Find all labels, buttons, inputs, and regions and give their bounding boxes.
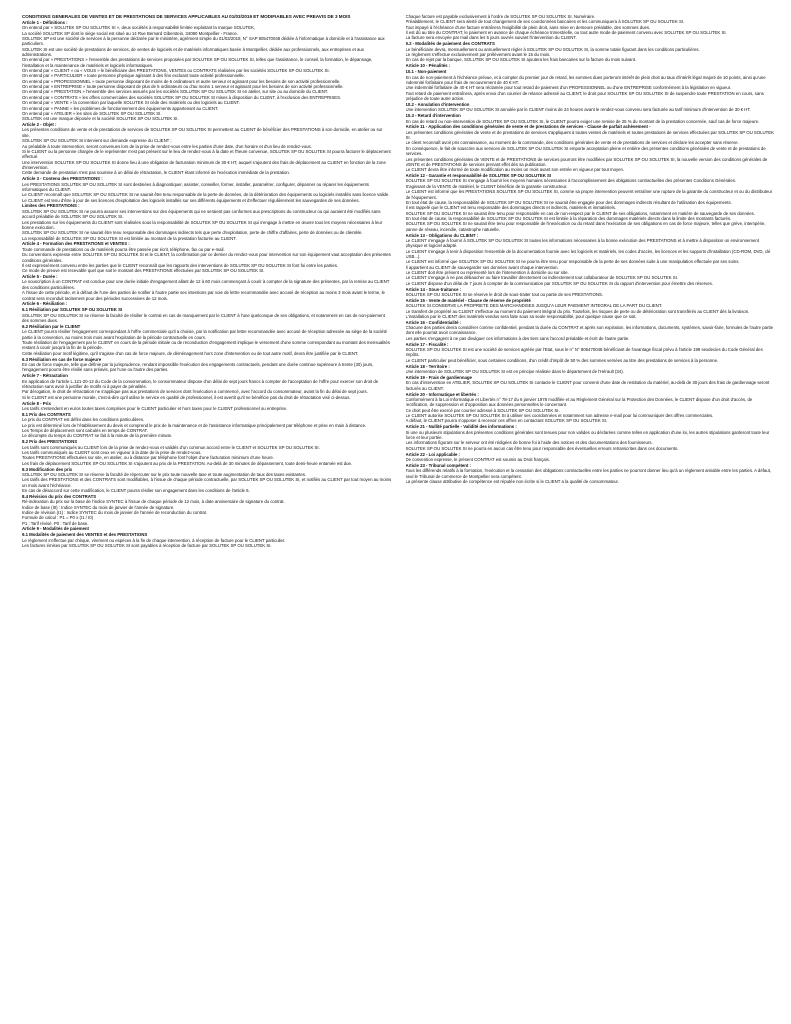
section-heading: Article 21 - Nullité partielle - Validité des informations :	[405, 424, 517, 430]
left-column	[22, 14, 392, 1014]
paragraph: Il est expressément convenu entre les parties que le CLIENT reconnaît que les rapports des interventions de SOLUTEK SP OU SOLUTEK SI font foi entre les parties.	[22, 262, 339, 268]
paragraph: Les factures émises par SOLUTEK SP OU SOLUTEK SI sont payables à réception de facture par SOLUTEK SP OU SOLUTEK SI.	[22, 543, 272, 549]
paragraph: Il est dû au titre du CONTRAT, le paiement en avance de chaque échéance trimestrielle, ou tout autre mode de paiement convenu avec SOLUTEK SP OU SOLUTEK SI.	[405, 30, 727, 36]
paragraph: Le CLIENT est informé que SOLUTEK SP OU SOLUTEK SI ne pourra être tenu pour responsable de la perte de ses données suite à une manipulation effectuée par ses soins.	[405, 259, 740, 265]
paragraph: On entend par « PRESTATION » l'ensemble des services assurés par les sociétés SOLUTEK SP OU SOLUTEK SI en atelier, sur site ou au domicile du CLIENT.	[22, 89, 329, 95]
paragraph: SOLUTEK SP OU SOLUTEK SI s'engage à fournir les moyens humains nécessaires à l'accomplissement des obligations contractuelles des présentes Conditions Générales.	[405, 178, 737, 184]
paragraph: Le CLIENT autorise SOLUTEK SP OU SOLUTEK SI à utiliser ses coordonnées et notamment son adresse e-mail pour lui communiquer des offres commerciales.	[405, 413, 714, 418]
paragraph: Les tarifs communiqués au CLIENT sont ceux en vigueur à la date de la prise de rendez-vous.	[22, 449, 202, 455]
section-heading: 8.2 Prix des PRESTATIONS	[22, 439, 78, 445]
section-heading: Article 4 - Formation des PRESTATIONS et VENTES :	[22, 241, 130, 247]
paragraph: En tout état de cause, la responsabilité de SOLUTEK SP OU SOLUTEK SI ne saurait être engagée pour des dommages indirects résultant de l'utilisation des équipements.	[405, 199, 732, 205]
paragraph: Toute résiliation de l'engagement par le CLIENT en cours de la période initiale ou de reconduction d'engagement implique le versement d'une somme correspondant au montant des mensualités restant à courir jusqu'à la fin de la période.	[22, 340, 390, 351]
section-heading: Article 13 - Obligations du CLIENT :	[405, 232, 479, 238]
paragraph: Le décompte du temps du CONTRAT se fait à la minute de la première minute.	[22, 433, 173, 439]
section-heading: 6.2 Résiliation par le CLIENT	[22, 324, 81, 329]
paragraph: Le transfert de propriété au CLIENT s'effectue au moment du paiement intégral du prix. Toutefois, les risques de perte ou de détérioration sont transférés au CLIENT dès la livraison.	[405, 308, 750, 314]
paragraph: Les PRESTATIONS SOLUTEK SP OU SOLUTEK SI sont destinées à diagnostiquer, assister, conseiller, former, installer, paramétrer, configurer, dépanner ou réparer les équipements informatiques du CLIENT.	[22, 181, 369, 192]
paragraph: Une intervention de SOLUTEK SP OU SOLUTEK SI est en principe réalisée dans le département de l'Hérault (34).	[405, 369, 624, 375]
section-heading: 10.3 - Retard d'intervention	[405, 113, 461, 119]
paragraph: Le règlement s'effectue par chèque, virement ou espèces à la fin de chaque intervention, à réception de facture pour le CLIENT particulier.	[22, 537, 286, 543]
document-title: CONDITIONS GENERALES DE VENTES ET DE PRESTATIONS DE SERVICES APPLICABLES AU 01/03/2019 ET MODIFIABLES AVEC PREAVIS DE 3 MOIS	[22, 14, 351, 19]
paragraph: En application de l'article L.121-20-12 du Code de la consommation, le consommateur dispose d'un délai de sept jours francs à compter de l'acceptation de l'offre pour exercer son droit de rétractation sans avoir à justifier de motifs ni à payer de pénalités.	[22, 378, 379, 389]
paragraph: Le CLIENT devra être informé de toute modification au moins un mois avant son entrée en vigueur par tout moyen.	[405, 167, 625, 173]
paragraph: En cas de retard ou non-intervention de SOLUTEK SP OU SOLUTEK SI, le CLIENT pourra exiger une remise de 25 % du montant de la prestation concernée, sauf cas de force majeure.	[405, 118, 760, 124]
paragraph: On entend par « ENTREPRISE » toute personne disposant de plus de 5 ordinateurs ou d'au moins 1 serveur et agissant pour les besoins de son activité professionnelle.	[22, 84, 344, 90]
paragraph: Les prestations sur les équipements du CLIENT sont réalisées sous la responsabilité de SOLUTEK SP OU SOLUTEK SI qui s'engage à mettre en œuvre tous les moyens nécessaires à leur bonne exécution.	[22, 219, 383, 230]
paragraph: On entend par « PRESTATIONS » l'ensemble des prestations de services proposées par SOLUTEK SP OU SOLUTEK SI, telles que l'assistance, le conseil, la formation, le dépannage, l'installation et la maintenance de matériels et logiciels informatiques.	[22, 57, 373, 68]
paragraph: Le CLIENT pourra résilier l'engagement correspondant à l'offre commerciale qu'il a choisie, par la notification par lettre recommandée avec accusé de réception adressée au siège de la société partie à la convention, au moins trois mois avant l'expiration de la période contractuelle en cours.	[22, 329, 388, 340]
paragraph: Une indemnité forfaitaire de 40 € HT sera réclamée pour tout retard de paiement d'un PROFESSIONNEL ou d'une ENTREPRISE conformément à la législation en vigueur.	[405, 85, 732, 91]
paragraph: Le CLIENT doit être présent ou représenté lors de l'intervention à domicile ou sur site.	[405, 269, 569, 275]
section-heading: 8.3 Modification des prix	[22, 466, 73, 472]
paragraph: Ce droit peut être exercé par courrier adressé à SOLUTEK SP OU SOLUTEK SI.	[405, 407, 560, 413]
section-heading: Article 8 - Prix	[22, 400, 51, 406]
paragraph: On entend par « PROFESSIONNEL » toute personne disposant de moins de 6 ordinateurs et autre serveur et agissant pour les besoins de son activité professionnelle.	[22, 78, 341, 84]
section-heading: Article 14 - Sous-traitance :	[405, 286, 462, 292]
paragraph: En cas de rejet par la banque, SOLUTEK SP OU SOLUTEK SI ajoutera les frais bancaires sur la facture du mois suivant.	[405, 57, 637, 63]
section-heading: Article 6 - Résiliation :	[22, 301, 68, 307]
paragraph: SOLUTEK SP OU SOLUTEK SI ne saurait être tenu responsable des dommages indirects tels que perte d'exploitation, perte de chiffre d'affaires, perte de données ou de clientèle.	[22, 230, 363, 236]
paragraph: L'installation par le CLIENT des matériels vendus sera faite sous sa seule responsabilité, pour quelque cause que ce soit.	[405, 313, 637, 319]
section-heading: Article 9 - Modalités de paiement	[22, 526, 89, 532]
paragraph: Les tarifs sont communiqués au CLIENT lors de la prise de rendez-vous et validés d'un commun accord entre le CLIENT et SOLUTEK SP OU SOLUTEK SI.	[22, 444, 320, 450]
paragraph: En cas d'intervention en ATELIER, SOLUTEK SP OU SOLUTEK SI contacte le CLIENT pour convenir d'une date de restitution du matériel, au-delà de 30 jours des frais de gardiennage seront facturés au CLIENT.	[405, 380, 770, 391]
section-heading: 6.1 Résiliation par SOLUTEK SP OU SOLUTEK SI	[22, 307, 123, 313]
paragraph: Les frais de déplacement SOLUTEK SP OU SOLUTEK SI s'ajoutent au prix de la PRESTATION. Au-delà de 30 minutes de dépassement, toute demi-heure entamée est due.	[22, 460, 353, 466]
paragraph: Tout impayé à l'échéance d'une facture entraînera l'exigibilité de plein droit, sans mise en demeure préalable, des sommes dues.	[405, 24, 651, 30]
section-heading: Article 10 - Pénalités :	[405, 63, 451, 69]
paragraph: Le CLIENT est informé que les PRESTATIONS SOLUTEK SP OU SOLUTEK SI, comme sa propre intervention peuvent entraîner une rupture de la garantie du constructeur et ou du distributeur de l'équipement.	[405, 189, 773, 200]
paragraph: Conformément à la Loi Informatique et Libertés n° 78-17 du 6 janvier 1978 modifiée et au Règlement Général sur la Protection des Données, le CLIENT dispose d'un droit d'accès, de rectification, de suppression et d'opposition aux données personnelles le concernant.	[405, 396, 753, 408]
section-heading: 9.1 Modalités de paiement des VENTES et des PRESTATIONS	[22, 532, 148, 538]
section-heading: Article 20 - Informatique et libertés :	[405, 391, 479, 397]
paragraph: SOLUTEK SP OU SOLUTEK SI se réserve le droit de sous-traiter tout ou partie de ses PRESTATIONS.	[405, 291, 604, 297]
paragraph: A l'issue de cette période, et à défaut de l'une des parties de notifier à l'autre partie ses intentions par voie de lettre recommandée avec accusé de réception au moins 3 mois avant le terme, le contrat sera reconduit tacitement pour des périodes successives de 12 mois.	[22, 290, 385, 301]
paragraph: P1 : Tarif révisé. P0 : Tarif de base.	[22, 520, 89, 526]
section-heading: Article 16 - Confidentialité :	[405, 319, 462, 325]
paragraph: Le bénéficiaire devra, mensuellement ou annuellement régler à SOLUTEK SP OU SOLUTEK SI, la somme totale figurant dans les conditions particulières.	[405, 46, 700, 52]
paragraph: SOLUTEK SP est une société de services à la personne déclarée par le ministère, agrément simple du 01/03/2019, N° SAP 805470048 dédiée à l'informatique à domicile et à l'assistance aux particuliers.	[22, 36, 385, 47]
paragraph: Tous les différends relatifs à la formation, l'exécution et la cessation des obligations contractuelles entre les parties ne pourront donner lieu qu'à un règlement amiable entre les parties. A défaut, seul le Tribunal de commerce de Montpellier sera compétent.	[405, 468, 772, 479]
paragraph: Le souscription à un CONTRAT est conclue pour une durée initiale d'engagement allant de 12 à 60 mois commençant à courir à compter de la signature des présentes, par la remise au CLIENT des conditions particulières.	[22, 279, 390, 290]
section-heading: Article 19 - Frais de gardiennage	[405, 375, 472, 380]
section-heading: Article 11 - Application des conditions générales de vente et de prestations de services - Clause de parfait achèvement -	[405, 124, 651, 130]
paragraph: On entend par « PANNE » les problèmes de fonctionnement des équipements appartenant au CLIENT.	[22, 105, 219, 111]
paragraph: Le CLIENT dispose d'un délai de 7 jours à compter de la communication par SOLUTEK SP OU SOLUTEK SI du rapport d'intervention pour émettre des réserves.	[405, 280, 714, 286]
paragraph: Il appartient au CLIENT de sauvegarder ses données avant chaque intervention.	[405, 264, 559, 270]
paragraph: Les tarifs des PRESTATIONS et des CONTRATS sont modifiables, à l'issue de chaque période contractuelle, par SOLUTEK SP OU SOLUTEK SI, et notifiés au CLIENT par tout moyen au moins un mois avant l'échéance.	[22, 477, 392, 488]
paragraph: Le règlement s'effectue exclusivement par prélèvement avant le 15 du mois.	[405, 52, 551, 57]
paragraph: Si une ou plusieurs stipulations des présentes conditions générales sont tenues pour non valides ou déclarées comme telles en application d'une loi, les autres stipulations garderont toute leur force et leur portée.	[405, 429, 770, 440]
section-heading: 6.3 Résiliation en cas de force majeure	[22, 356, 102, 362]
paragraph: SOLUTEK SI est une société de prestations de services, de ventes de logiciels et de matériels informatiques basée à Montpellier, dédiée aux professionnels, aux entreprises et aux administrations.	[22, 46, 364, 58]
section-heading: Article 5 - Durée :	[22, 274, 58, 280]
paragraph: Au préalable à toute intervention, seront convenues lors de la prise de rendez-vous entre les parties d'une date, d'un horaire et d'un lieu de rendez-vous.	[22, 143, 312, 149]
paragraph: SOLUTEK SP OU SOLUTEK SI se réserve la faculté de répercuter sur le prix toute nouvelle taxe et toute augmentation de taux des taxes existantes.	[22, 471, 307, 477]
paragraph: SOLUTEK SP OU SOLUTEK SI ne pourra en aucun cas être tenu pour responsable des éventuelles erreurs retranscrites dans ces documents.	[405, 445, 679, 451]
paragraph: Le prix est déterminé lors de l'établissement du devis et comprend le prix de la maintenance et de l'assistance informatique principalement par téléphone et prise en main à distance.	[22, 422, 367, 428]
paragraph: SOLUTEK SP OU SOLUTEK SI intervient sur demande expresse du CLIENT ;	[22, 138, 172, 144]
paragraph: Les présentes conditions de vente et de prestations de services de SOLUTEK SP OU SOLUTEK SI permettent au CLIENT de bénéficier des PRESTATIONS à son domicile, en atelier ou sur site.	[22, 127, 383, 138]
paragraph: En tout état de cause, la responsabilité de SOLUTEK SP OU SOLUTEK SI est limitée à la réparation des dommages matériels directs dans la limite des montants facturés.	[405, 215, 732, 221]
section-heading: Article 23 - Tribunal compétent :	[405, 462, 471, 468]
section-heading: Article 2 - Objet :	[22, 122, 57, 128]
paragraph: Indice de base (I0) : Indice SYNTEC du mois de janvier de l'année de signature.	[22, 504, 175, 510]
paragraph: Toute commande de prestations ou de matériels pourra être passée par écrit, téléphone, fax ou par e-mail.	[22, 246, 225, 252]
paragraph: La présente clause attributive de compétence est réputée non écrite si le CLIENT a la qualité de consommateur.	[405, 478, 619, 484]
paragraph: Cette demande de prestation n'est pas soumise à un délai de rétractation, le CLIENT étant informé de l'exécution immédiate de la prestation.	[22, 170, 291, 176]
paragraph: SOLUTEK est une marque déposée et la société SOLUTEK SP OU SOLUTEK SI.	[22, 116, 179, 122]
section-heading: 9.2 - Modalités de paiement des CONTRATS	[405, 41, 495, 47]
left-column-body	[22, 20, 392, 548]
paragraph: Toutes PRESTATIONS effectuées sur site, en atelier, ou à distance par téléphone font l'objet d'une facturation minimum d'une heure.	[22, 455, 274, 461]
paragraph: Les présentes conditions générales de VENTE et de PRESTATIONS de services pourront être modifiées par SOLUTEK SP OU SOLUTEK SI, la nouvelle version des conditions générales de VENTE et de PRESTATIONS de services prenant effet dès sa publication.	[405, 156, 768, 167]
section-heading: Limites des PRESTATIONS :	[22, 203, 80, 209]
section-heading: Article 3 - Contenu des PRESTATIONS :	[22, 176, 103, 182]
paragraph: Ré-indexation du prix sur la base de l'indice SYNTEC à l'issue de chaque période de 12 mois, à date anniversaire de signature du contrat.	[22, 499, 285, 505]
paragraph: De convention expresse, le présent CONTRAT est soumis au Droit français.	[405, 456, 550, 462]
paragraph: Les informations figurant sur le serveur ont été rédigées de bonne foi à l'aide des notices et des documentations des fournisseurs.	[405, 440, 653, 446]
section-heading: 10.2 - Annulation d'intervention	[405, 101, 470, 107]
paragraph: SOLUTEK SP OU SOLUTEK SI ne pourra assurer ses interventions sur des équipements qui ne seraient pas conformes aux prescriptions du constructeur ou qui auraient été modifiés sans accord préalable de SOLUTEK SP OU SOLUTEK SI.	[22, 208, 381, 220]
paragraph: Préalablement, le CLIENT sera alerté de tout changement de ses coordonnées bancaires et les communiquera à SOLUTEK SP OU SOLUTEK SI.	[405, 19, 685, 25]
paragraph: Tout retard de paiement entraînera, après envoi d'un courrier de relance adressé au CLIENT, le droit pour SOLUTEK SP OU SOLUTEK SI de suspendre toute PRESTATION en cours, sans préjudice de toute autre action.	[405, 90, 764, 101]
right-column-body	[406, 14, 776, 484]
paragraph: On entend par « CLIENT » ou « VOUS » le bénéficiaire des PRESTATIONS, VENTES ou CONTRATS réalisées par les sociétés SOLUTEK SP OU SOLUTEK SI.	[22, 68, 330, 74]
paragraph: Le CLIENT s'engage à tenir à disposition l'ensemble de la documentation fournie avec les logiciels et matériels, les codes d'accès, les licences et les supports d'installation (CD-ROM, DVD, clé USB...).	[405, 248, 771, 259]
paragraph: Du conventions expresse entre SOLUTEK SP OU SOLUTEK SI et le CLIENT, la confirmation par ce dernier du rendez-vous pour intervention sur son équipement vaut acceptation des présentes conditions générales.	[22, 252, 391, 263]
section-heading: Article 17 - Fiscalité :	[405, 341, 449, 347]
paragraph: Les parties s'engagent à ne pas divulguer ces informations à des tiers sans l'accord préalable et écrit de l'autre partie.	[405, 335, 630, 341]
paragraph: Il est rappelé que le CLIENT est tenu responsable des dommages directs et indirects, matériels et immatériels.	[405, 205, 616, 211]
paragraph: Les tarifs s'entendent en euros toutes taxes comprises pour le CLIENT particulier et hors taxes pour le CLIENT professionnel ou entreprise.	[22, 405, 288, 411]
paragraph: A défaut, le CLIENT pourra s'opposer à recevoir ces offres en contactant SOLUTEK SP OU SOLUTEK SI.	[405, 418, 608, 424]
paragraph: Le CLIENT s'engage à ne pas débaucher ou faire travailler directement ou indirectement tout collaborateur de SOLUTEK SP OU SOLUTEK SI.	[405, 275, 679, 281]
section-heading: 10.1 - Non-paiement	[405, 69, 447, 75]
paragraph: Si le CLIENT ou la personne chargée de le représenter n'est pas présent sur le lieu de rendez-vous à la date et l'heure convenue, SOLUTEK SP OU SOLUTEK SI pourra facturer le déplacement effectué.	[22, 148, 391, 160]
right-column	[406, 14, 776, 1014]
paragraph: Le CLIENT est tenu d'être à jour de ses licences d'exploitation des logiciels installés sur ses différents équipements et d'effectuer régulièrement les sauvegardes de ses données.	[22, 197, 360, 203]
paragraph: On entend par « ATELIER » les sites de SOLUTEK SP OU SOLUTEK SI.	[22, 110, 162, 116]
section-heading: Article 22 - Loi applicable :	[405, 451, 460, 457]
paragraph: Les présentes conditions générales de vente et de prestations de services s'appliquent à toutes ventes de matériels et toutes prestations de services effectuées par SOLUTEK SP OU SOLUTEK SI.	[405, 129, 775, 141]
paragraph: Le CLIENT s'engage à fournir à SOLUTEK SP OU SOLUTEK SI toutes les informations nécessaires à la bonne exécution des PRESTATIONS et à mettre à disposition un environnement physique et logiciel adapté.	[405, 237, 759, 249]
paragraph: En cas de désaccord sur cette modification, le CLIENT pourra résilier son engagement dans les conditions de l'article 6.	[22, 487, 250, 493]
paragraph: Chacune des parties devra considérer comme confidentiel, pendant la durée du CONTRAT et après son expiration, les informations, documents, systèmes, savoir-faire, formules de l'autre partie dont elle pourrait avoir connaissance.	[405, 325, 773, 336]
paragraph: Ce mode de preuve est recevable quel que soit le montant des PRESTATIONS effectuées par SOLUTEK SP OU SOLUTEK SI.	[22, 268, 265, 274]
section-heading: Article 15 - Vente de matériel - Clause de réserve de propriété	[405, 297, 531, 303]
paragraph: Une intervention SOLUTEK SP OU SOLUTEK SI annulée par le CLIENT moins de 24 heures avant le rendez-vous convenu sera facturée au tarif minimum d'intervention de 30 € HT.	[405, 107, 751, 113]
section-heading: 8.4 Révision du prix des CONTRATS	[22, 493, 97, 499]
paragraph: En cas de non-paiement à l'échéance prévue, et à compter du premier jour de retard, les sommes dues porteront intérêt de plein droit au taux d'intérêt légal majoré de 10 points, ainsi qu'une indemnité forfaitaire pour frais de recouvrement de 40 € HT.	[405, 74, 766, 85]
paragraph: SOLUTEK SI CONSERVE LA PROPRIETE DES MARCHANDISES JUSQU'A LEUR PAIEMENT INTEGRAL DE LA PART DU CLIENT.	[405, 303, 663, 309]
paragraph: Par dérogation, le droit de rétractation ne s'applique pas aux prestations de services dont l'exécution a commencé, avec l'accord du consommateur, avant la fin du délai de sept jours.	[22, 389, 368, 395]
paragraph: Cette résiliation pour motif légitime, qu'il s'agisse d'un cas de force majeure, de déménagement hors zone d'intervention ou de tout autre motif, devra être justifiée par le CLIENT.	[22, 350, 359, 356]
section-heading: Article 1 - Définitions :	[22, 20, 68, 25]
paragraph: Indice de révision (I1) : Indice SYNTEC du mois de janvier de l'année de reconduction du contrat.	[22, 509, 208, 515]
paragraph: Le prix du CONTRAT est défini dans les conditions particulières.	[22, 417, 145, 423]
paragraph: On entend par « VENTE » la convention par laquelle SOLUTEK SI cède des matériels ou des logiciels au CLIENT.	[22, 100, 240, 106]
paragraph: Le client reconnaît avoir pris connaissance, au moment de la commande, des conditions générales de vente et de prestations de services et déclare les accepter sans réserve.	[405, 140, 739, 146]
paragraph: SOLUTEK SP OU SOLUTEK SI se réserve la faculté de résilier le contrat en cas de manquement par le CLIENT à l'une quelconque de ses obligations, et notamment en cas de non-paiement des sommes dues.	[22, 312, 385, 324]
section-heading: Article 7 - Rétractation	[22, 373, 68, 379]
paragraph: Si le CLIENT est une personne morale, c'est-à-dire qu'il utilise le service en qualité de professionnel, il est avertit qu'il ne bénéficie pas du droit de rétractation visé ci-dessus.	[22, 394, 351, 400]
section-heading: Article 12 - Garantie et responsabilité de SOLUTEK SP OU SOLUTEK SI	[405, 173, 552, 179]
paragraph: La responsabilité de SOLUTEK SP OU SOLUTEK SI est limitée au montant de la prestation facturée au CLIENT.	[22, 235, 237, 241]
paragraph: SOLUTEK SP OU SOLUTEK SI ne saurait être tenu pour responsable en cas de non-respect par le CLIENT de ses obligations, notamment en matière de sauvegarde de ses données.	[405, 210, 755, 216]
paragraph: Le CLIENT reconnaît que SOLUTEK SP OU SOLUTEK SI ne saurait être tenu responsable de la perte de données, de la détérioration des équipements ou logiciels installés sans licence valide.	[22, 192, 390, 198]
paragraph: La facture sera envoyée par mail dans les 5 jours ouvrés suivant l'intervention du CLIENT.	[405, 35, 577, 41]
paragraph: Chaque facture est payable exclusivement à l'ordre de SOLUTEK SP OU SOLUTEK SI. Numéraire.	[405, 14, 596, 19]
paragraph: En conséquence, le fait de souscrire aux services de SOLUTEK SP OU SOLUTEK SI emporte acceptation pleine et entière des présentes conditions générales de vente et de prestations de services.	[405, 145, 766, 157]
paragraph: Formule de calcul : P1 = P0 x (I1 / I0)	[22, 515, 94, 521]
paragraph: On entend par « PARTICULIER » toute personne physique agissant à des fins excluant toute activité professionnelle.	[22, 73, 245, 79]
paragraph: Les Temps de déplacement sont calculés en temps de CONTRAT.	[22, 427, 148, 433]
section-heading: 8.1 Prix des CONTRATS	[22, 411, 71, 417]
paragraph: Le CLIENT particulier peut bénéficier, sous certaines conditions, d'un crédit d'impôt de 50 % des sommes versées au titre des prestations de services à la personne.	[405, 357, 719, 363]
paragraph: La société SOLUTEK SP dont le siège social est situé au 14 Rue Bernard Giberstein, 34090 Montpellier - France.	[22, 30, 238, 36]
paragraph: On entend par « SOLUTEK SP OU SOLUTEK SI », deux sociétés à responsabilité limitée exploitant la marque SOLUTEK,	[22, 25, 256, 31]
paragraph: Une intervention SOLUTEK SP OU SOLUTEK SI donne lieu à une obligation de facturation minimum de 30 € HT, auquel s'ajoutent des frais de déplacement au CLIENT en fonction de la zone d'intervention.	[22, 159, 386, 170]
paragraph: SOLUTEK SP OU SOLUTEK SI ne saurait être tenu pour responsable de l'inexécution ou du retard dans l'exécution de ses obligations en cas de force majeure, telles que grève, intempérie, panne de réseau, incendie, catastrophe naturelle.	[405, 221, 766, 232]
paragraph: En cas de force majeure, telle que définie par la jurisprudence, rendant impossible l'exécution des engagements contractuels, pendant une durée continue supérieure à trente (30) jours, l'engagement pourra être résilié sans préavis, par l'une ou l'autre des parties.	[22, 362, 374, 373]
paragraph: S'agissant de la VENTE de matériel, le CLIENT bénéficie de la garantie constructeur.	[405, 183, 568, 189]
paragraph: SOLUTEK SP OU SOLUTEK SI est une société de services agréée par l'Etat, sous le n° N° 805470048 bénéficiant de l'avantage fiscal prévu à l'article 199 sexdecies du Code Général des Impôts.	[405, 347, 763, 358]
section-heading: Article 18 - Territoire :	[405, 363, 450, 369]
paragraph: On entend par « CONTRATS » les offres commerciales des sociétés SOLUTEK SP OU SOLUTEK SI mises à disposition du CLIENT, à l'exclusion des ENTREPRISES.	[22, 94, 342, 100]
